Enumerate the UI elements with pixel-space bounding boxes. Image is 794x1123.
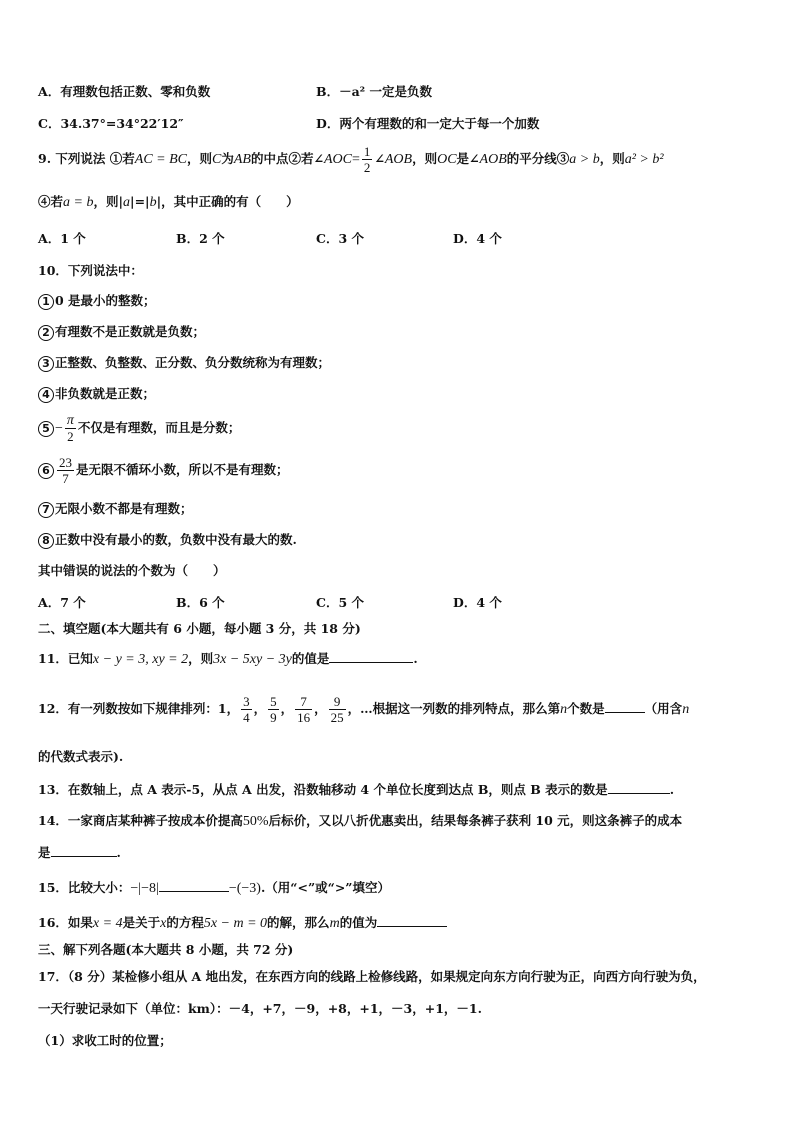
fraction-5-9: $\frac{5}{9}$ [270, 694, 277, 725]
q17-subquestion-1: （1）求收工时的位置； [38, 1033, 172, 1048]
fraction-9-25: $\frac{9}{25}$ [330, 694, 344, 725]
q8-option-c: C．34.37°=34°22′12″ [38, 116, 184, 131]
fraction-23-over-7: $\frac{23}{7}$ [59, 455, 72, 486]
q9-stem: 9. 下列说法 ①若AC = BC，则C为AB的中点②若∠AOC= $\frac{1}{2}$ ∠AOB，则OC是∠AOB的平分线③a > b，则a² > b² [38, 144, 664, 175]
q10-item-2: 2 有理数不是正数就是负数； [38, 322, 205, 341]
q10-item-5: 5 − $\frac{\pi}{2}$ 不仅是有理数，而且是分数； [38, 411, 240, 446]
q9-option-c: C．3 个 [316, 231, 364, 246]
q11-stem: 11．已知x − y = 3, xy = 2，则3x − 5xy − 3y的值是 . [38, 651, 418, 667]
fraction-3-4: $\frac{3}{4}$ [243, 694, 250, 725]
q10-option-d: D．4 个 [453, 595, 502, 610]
q8-option-b: B．－a² 一定是负数 [316, 84, 432, 99]
q9-option-b: B．2 个 [176, 231, 225, 246]
q8-option-d: D．两个有理数的和一定大于每一个加数 [316, 116, 540, 131]
q14-stem: 14．一家商店某种裤子按成本价提高50%后标价，又以八折优惠卖出，结果每条裤子获利 10 元，则这条裤子的成本 [38, 813, 683, 829]
q10-option-a: A．7 个 [38, 595, 86, 610]
q10-question: 其中错误的说法的个数为（ ） [38, 563, 226, 578]
q10-item-7: 7 无限小数不都是有理数； [38, 499, 193, 518]
q12-stem: 12．有一列数按如下规律排列：1， $\frac{3}{4}$ ， $\frac{5}{9}$ ， $\frac{7}{16}$ ， $\frac{9}{25}$ ，…根据这一列数的排列特点，那么第n个数是 （用含n [38, 694, 690, 725]
section-heading-solve: 三、解下列各题(本大题共 8 小题，共 72 分) [38, 942, 294, 957]
q14-answer-blank [51, 844, 117, 857]
q17-stem-line2: 一天行驶记录如下（单位：km）：－4，+7，－9，+8，+1，－3，+1，－1. [38, 1001, 482, 1016]
q9-option-d: D．4 个 [453, 231, 502, 246]
q9-option-a: A．1 个 [38, 231, 86, 246]
q9-stem-line2: ④若a = b，则|a|=|b|，其中正确的有（ ） [38, 194, 299, 210]
q10-option-c: C．5 个 [316, 595, 364, 610]
q10-item-6: 6 $\frac{23}{7}$ 是无限不循环小数，所以不是有理数； [38, 453, 289, 487]
q10-title: 10．下列说法中： [38, 263, 143, 278]
q15-stem: 15．比较大小：−|−8| −(−3).（用“<”或“>”填空） [38, 880, 390, 896]
q13-stem: 13．在数轴上，点 A 表示-5，从点 A 出发，沿数轴移动 4 个单位长度到达点 B，则点 B 表示的数是 . [38, 782, 675, 797]
q10-item-4: 4 非负数就是正数； [38, 384, 155, 403]
fraction-one-half: $\frac{1}{2}$ [363, 144, 371, 175]
q10-item-8: 8 正数中没有最小的数，负数中没有最大的数. [38, 530, 297, 549]
fraction-7-16: $\frac{7}{16}$ [297, 694, 311, 725]
q16-stem: 16．如果x = 4是关于x的方程5x − m = 0的解，那么m的值为 [38, 913, 447, 932]
q12-answer-blank [605, 700, 645, 713]
q10-option-b: B．6 个 [176, 595, 225, 610]
section-heading-fill-in: 二、填空题(本大题共有 6 小题，每小题 3 分，共 18 分) [38, 621, 361, 636]
q13-answer-blank [608, 781, 670, 794]
q10-item-1: 1 0 是最小的整数； [38, 291, 156, 310]
q14-stem-line2: 是 . [38, 845, 121, 860]
q15-answer-blank [159, 879, 229, 892]
q17-stem: 17．（8 分）某检修小组从 A 地出发，在东西方向的线路上检修线路，如果规定向东方向行驶为正，向西方向行驶为负， [38, 969, 706, 984]
q12-stem-line2: 的代数式表示). [38, 749, 124, 764]
q16-answer-blank [377, 914, 447, 927]
q10-item-3: 3 正整数、负整数、正分数、负分数统称为有理数； [38, 353, 330, 372]
fraction-pi-over-2: $\frac{\pi}{2}$ [66, 413, 74, 444]
q11-answer-blank [329, 650, 413, 663]
q8-option-a: A．有理数包括正数、零和负数 [38, 84, 211, 99]
